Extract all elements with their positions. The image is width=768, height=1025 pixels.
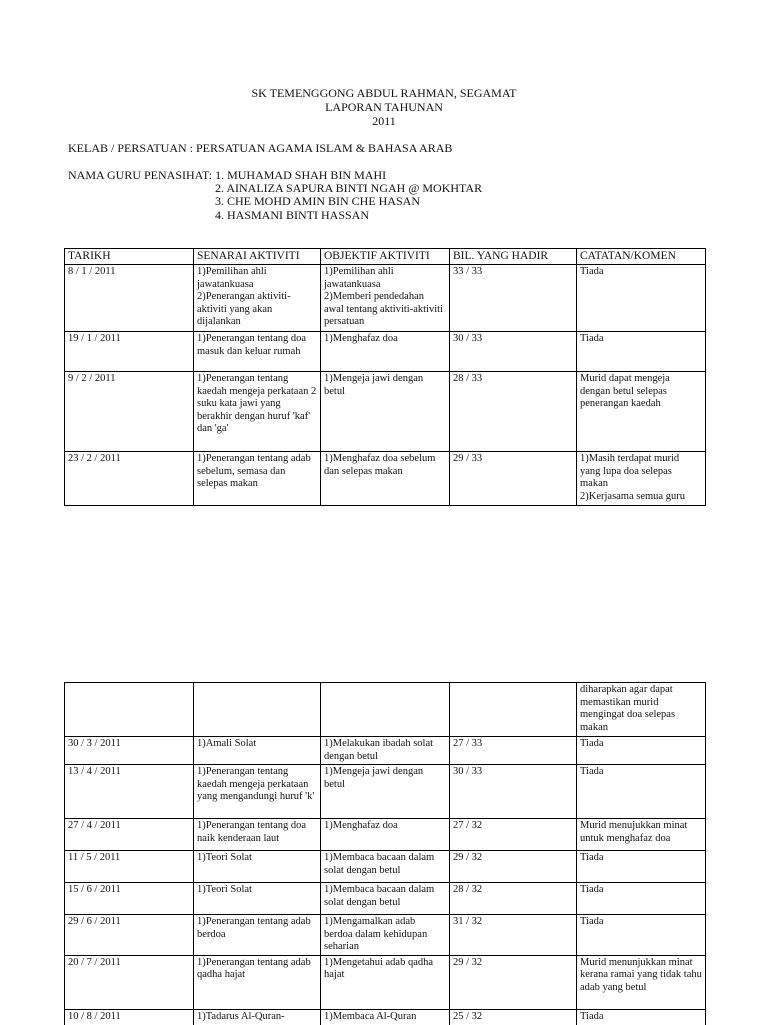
- col-header-catatan: CATATAN/KOMEN: [577, 249, 706, 265]
- cell-objektif: 1)Pemilihan ahli jawatankuasa 2)Memberi pendedahan awal tentang aktiviti-aktiviti persatuan: [321, 265, 450, 332]
- school-name: SK TEMENGGONG ABDUL RAHMAN, SEGAMAT: [251, 86, 517, 100]
- cell-objektif: 1)Mengeja jawi dengan betul: [321, 765, 450, 819]
- cell-hadir: 29 / 33: [450, 452, 577, 506]
- cell-hadir: 28 / 33: [450, 372, 577, 452]
- advisor-1: 1. MUHAMAD SHAH BIN MAHI: [215, 168, 387, 182]
- cell-tarikh: 9 / 2 / 2011: [65, 372, 194, 452]
- cell-objektif: 1)Mengeja jawi dengan betul: [321, 372, 450, 452]
- col-header-aktiviti: SENARAI AKTIVITI: [194, 249, 321, 265]
- cell-hadir: 30 / 33: [450, 332, 577, 372]
- cell-aktiviti: 1)Amali Solat: [194, 737, 321, 765]
- cell-objektif: 1)Membaca bacaan dalam solat dengan betul: [321, 883, 450, 915]
- cell-hadir: 27 / 32: [450, 819, 577, 851]
- cell-hadir: 30 / 33: [450, 765, 577, 819]
- cell-aktiviti: 1)Pemilihan ahli jawatankuasa 2)Penerangan aktiviti-aktiviti yang akan dijalankan: [194, 265, 321, 332]
- cell-tarikh: [65, 683, 194, 737]
- table-row: [65, 819, 706, 851]
- club-name: KELAB / PERSATUAN : PERSATUAN AGAMA ISLAM & BAHASA ARAB: [68, 141, 453, 155]
- advisor-3: 3. CHE MOHD AMIN BIN CHE HASAN: [215, 194, 421, 208]
- cell-hadir: 27 / 33: [450, 737, 577, 765]
- cell-objektif: 1)Membaca Al-Quran: [321, 1009, 450, 1025]
- cell-tarikh: 11 / 5 / 2011: [65, 851, 194, 883]
- cell-tarikh: 10 / 8 / 2011: [65, 1009, 194, 1025]
- cell-hadir: 25 / 32: [450, 1009, 577, 1025]
- table-header-row: [65, 249, 706, 265]
- cell-objektif: 1)Menghafaz doa sebelum dan selepas makan: [321, 452, 450, 506]
- advisor-4: 4. HASMANI BINTI HASSAN: [215, 208, 370, 222]
- table-row: [65, 765, 706, 819]
- cell-catatan: Murid dapat mengeja dengan betul selepas penerangan kaedah: [577, 372, 706, 452]
- cell-catatan: Tiada: [577, 851, 706, 883]
- cell-catatan: Murid menunjukkan minat kerana ramai yang tidak tahu adab yang betul: [577, 955, 706, 1009]
- cell-tarikh: 19 / 1 / 2011: [65, 332, 194, 372]
- cell-catatan: Tiada: [577, 737, 706, 765]
- cell-catatan: Tiada: [577, 915, 706, 956]
- table-row: [65, 372, 706, 452]
- cell-objektif: 1)Mengamalkan adab berdoa dalam kehidupan seharian: [321, 915, 450, 956]
- cell-hadir: 29 / 32: [450, 955, 577, 1009]
- table-row: [65, 883, 706, 915]
- cell-hadir: 28 / 32: [450, 883, 577, 915]
- cell-objektif: 1)Melakukan ibadah solat dengan betul: [321, 737, 450, 765]
- cell-catatan: diharapkan agar dapat memastikan murid mengingat doa selepas makan: [577, 683, 706, 737]
- cell-catatan: Tiada: [577, 265, 706, 332]
- cell-objektif: 1)Menghafaz doa: [321, 819, 450, 851]
- activity-table-page-2: [64, 682, 706, 1025]
- cell-catatan: Tiada: [577, 1009, 706, 1025]
- cell-tarikh: 27 / 4 / 2011: [65, 819, 194, 851]
- cell-aktiviti: 1)Teori Solat: [194, 883, 321, 915]
- cell-objektif: 1)Mengetahui adab qadha hajat: [321, 955, 450, 1009]
- cell-tarikh: 23 / 2 / 2011: [65, 452, 194, 506]
- col-header-tarikh: TARIKH: [65, 249, 194, 265]
- table-row: [65, 851, 706, 883]
- cell-aktiviti: 1)Penerangan tentang doa naik kenderaan laut: [194, 819, 321, 851]
- col-header-hadir: BIL. YANG HADIR: [450, 249, 577, 265]
- cell-tarikh: 20 / 7 / 2011: [65, 955, 194, 1009]
- table-row: [65, 332, 706, 372]
- cell-aktiviti: 1)Penerangan tentang adab qadha hajat: [194, 955, 321, 1009]
- cell-hadir: 31 / 32: [450, 915, 577, 956]
- cell-aktiviti: 1)Penerangan tentang doa masuk dan keluar rumah: [194, 332, 321, 372]
- cell-objektif: 1)Membaca bacaan dalam solat dengan betul: [321, 851, 450, 883]
- table-row: [65, 452, 706, 506]
- report-title: LAPORAN TAHUNAN: [325, 100, 443, 114]
- cell-objektif: [321, 683, 450, 737]
- activity-table-page-1: [64, 248, 706, 506]
- cell-tarikh: 30 / 3 / 2011: [65, 737, 194, 765]
- table-row: [65, 737, 706, 765]
- cell-tarikh: 8 / 1 / 2011: [65, 265, 194, 332]
- advisor-2: 2. AINALIZA SAPURA BINTI NGAH @ MOKHTAR: [215, 181, 483, 195]
- cell-tarikh: 29 / 6 / 2011: [65, 915, 194, 956]
- cell-catatan: Tiada: [577, 883, 706, 915]
- table-row: [65, 955, 706, 1009]
- cell-catatan: Murid menujukkan minat untuk menghafaz doa: [577, 819, 706, 851]
- cell-aktiviti: 1)Penerangan tentang adab berdoa: [194, 915, 321, 956]
- cell-catatan: Tiada: [577, 765, 706, 819]
- cell-aktiviti: 1)Penerangan tentang kaedah mengeja perkataan yang mengandungi huruf 'k': [194, 765, 321, 819]
- report-year: 2011: [372, 114, 396, 128]
- table-row: [65, 915, 706, 956]
- cell-hadir: 29 / 32: [450, 851, 577, 883]
- table-row: [65, 265, 706, 332]
- cell-aktiviti: 1)Tadarus Al-Quran-: [194, 1009, 321, 1025]
- advisor-label-line: [68, 168, 386, 182]
- cell-aktiviti: 1)Penerangan tentang adab sebelum, semasa dan selepas makan: [194, 452, 321, 506]
- cell-catatan: 1)Masih terdapat murid yang lupa doa selepas makan 2)Kerjasama semua guru: [577, 452, 706, 506]
- cell-objektif: 1)Menghafaz doa: [321, 332, 450, 372]
- col-header-objektif: OBJEKTIF AKTIVITI: [321, 249, 450, 265]
- table-row: [65, 1009, 706, 1025]
- cell-hadir: 33 / 33: [450, 265, 577, 332]
- cell-aktiviti: 1)Teori Solat: [194, 851, 321, 883]
- cell-aktiviti: 1)Penerangan tentang kaedah mengeja perkataan 2 suku kata jawi yang berakhir dengan huruf 'kaf' dan 'ga': [194, 372, 321, 452]
- table-row: [65, 683, 706, 737]
- cell-aktiviti: [194, 683, 321, 737]
- cell-hadir: [450, 683, 577, 737]
- cell-tarikh: 15 / 6 / 2011: [65, 883, 194, 915]
- cell-catatan: Tiada: [577, 332, 706, 372]
- advisor-label: NAMA GURU PENASIHAT:: [68, 168, 216, 182]
- cell-tarikh: 13 / 4 / 2011: [65, 765, 194, 819]
